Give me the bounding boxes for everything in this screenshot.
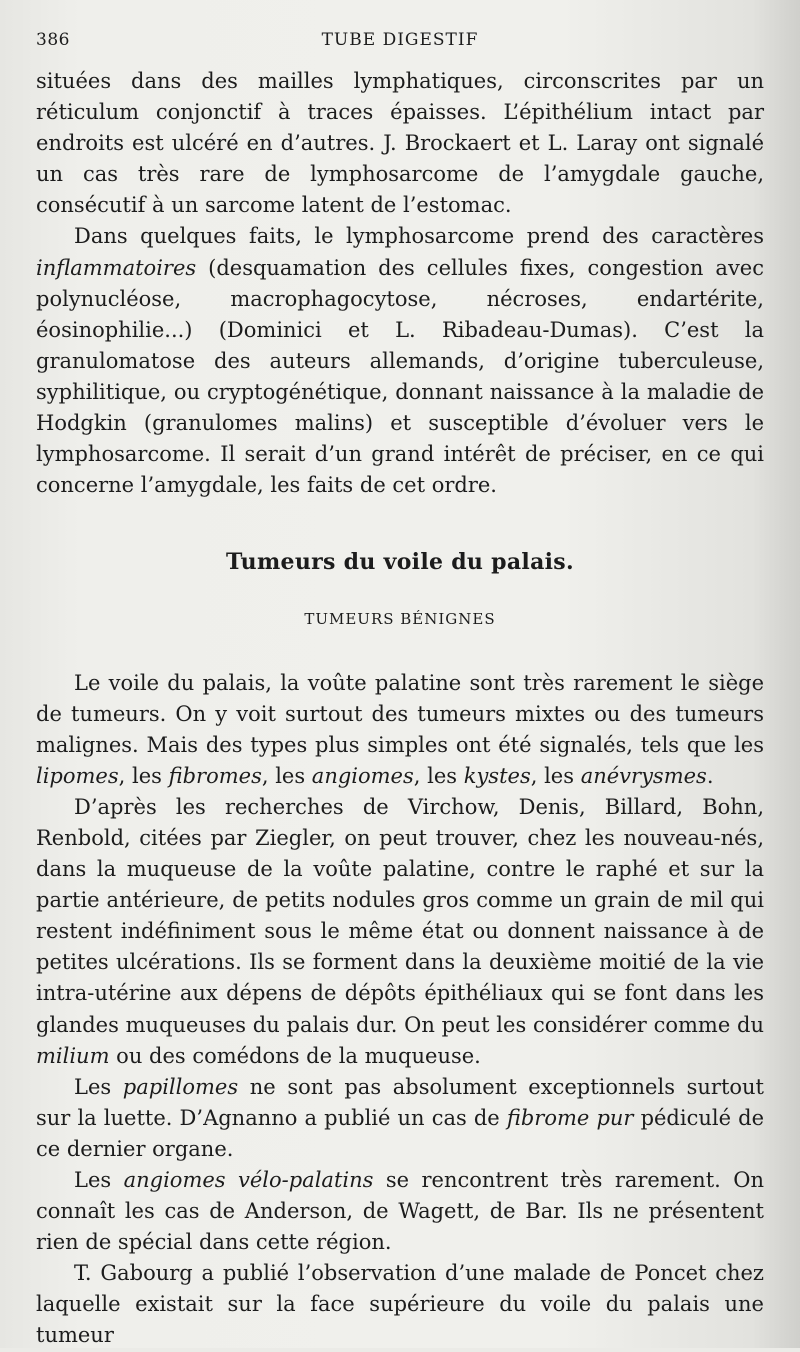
italic-term: fibromes: [168, 763, 262, 788]
italic-term: lipomes: [36, 763, 119, 788]
page-number: 386: [36, 30, 70, 50]
paragraph-angiomes: [36, 1165, 764, 1258]
page-body: [36, 66, 764, 1352]
paragraph-voile-palais: [36, 668, 764, 792]
text-run: Le voile du palais, la voûte palatine sont très rarement le siège de tumeurs. On y voit surtout des tumeurs mixtes ou des tumeurs malignes. Mais des types plus simples ont été signalés, tels que les: [36, 670, 764, 757]
italic-term: angiomes: [311, 763, 414, 788]
paragraph-lymphosarcoma-inflammatory: [36, 221, 764, 501]
italic-term: papillomes: [122, 1074, 239, 1099]
page-header: [36, 30, 764, 58]
paragraph-papillomes: [36, 1072, 764, 1165]
italic-term: milium: [36, 1043, 110, 1068]
text-run: Les: [74, 1168, 124, 1192]
paragraph-gabourg: T. Gabourg a publié l’observation d’une malade de Poncet chez laquelle existait sur la face supérieure du voile du palais une tumeur: [36, 1261, 764, 1348]
text-run: , les: [118, 763, 169, 788]
text-run: Dans quelques faits, le lymphosarcome prend des caractères: [74, 224, 764, 249]
text-run: , les: [413, 763, 464, 788]
italic-term: fibrome pur: [506, 1105, 634, 1130]
text-run: se rencontrent très rarement. On connaît les cas de Anderson, de Wagett, de Bar. Ils ne présentent rien de spécial dans cette région.: [36, 1168, 764, 1255]
text-run: .: [706, 763, 714, 788]
paragraph-continuation: situées dans des mailles lymphatiques, circonscrites par un réticulum conjonctif à traces épaisses. L’épithélium intact par endroits est ulcéré en d’autres. J. Brockaert et L. Laray ont signalé un cas très rare de lymphosarcome de l’amygdale gauche, consécutif à un sarcome latent de l’estomac.: [36, 69, 764, 218]
text-run: , les: [530, 763, 581, 788]
text-run: (desquamation des cellules fixes, congestion avec polynucléose, macrophagocytose, nécroses, endartérite, éosinophilie...) (Dominici et L. Ribadeau-Dumas). C’est la granulomatose des auteurs allemands, d’origine tuberculeuse, syphilitique, ou cryptogénétique, donnant naissance à la maladie de Hodgkin (granulomes malins) et susceptible d’évoluer vers le lymphosarcome. Il serait d’un grand intérêt de préciser, en ce qui concerne l’amygdale, les faits de cet ordre.: [36, 255, 764, 498]
text-run: pédiculé de ce dernier organe.: [36, 1105, 765, 1161]
section-title: Tumeurs du voile du palais.: [226, 549, 574, 576]
text-run: Les: [74, 1074, 123, 1099]
text-run: ne sont pas absolument exceptionnels surtout sur la luette. D’Agnanno a publié un cas de: [36, 1074, 764, 1130]
paragraph-virchow: [36, 792, 764, 1072]
italic-term: inflammatoires: [36, 255, 197, 280]
subsection-title: TUMEURS BÉNIGNES: [304, 610, 496, 629]
text-run: ou des comédons de la muqueuse.: [109, 1043, 481, 1068]
running-head: TUBE DIGESTIF: [321, 30, 479, 50]
italic-term: kystes: [463, 763, 531, 788]
italic-term: angiomes vélo-palatins: [123, 1168, 374, 1192]
italic-term: anévrysmes: [580, 763, 707, 788]
text-run: D’après les recherches de Virchow, Denis, Billard, Bohn, Renbold, citées par Ziegler, on peut trouver, chez les nouveau-nés, dans la muqueuse de la voûte palatine, contre le raphé et sur la partie antérieure, de petits nodules gros comme un grain de mil qui restent indéfiniment sous le même état ou donnent naissance à de petites ulcérations. Ils se forment dans la deuxième moitié de la vie intra-utérine aux dépens de dépôts épithéliaux qui se font dans les glandes muqueuses du palais dur. On peut les considérer comme du: [36, 794, 764, 1037]
text-run: , les: [261, 763, 312, 788]
